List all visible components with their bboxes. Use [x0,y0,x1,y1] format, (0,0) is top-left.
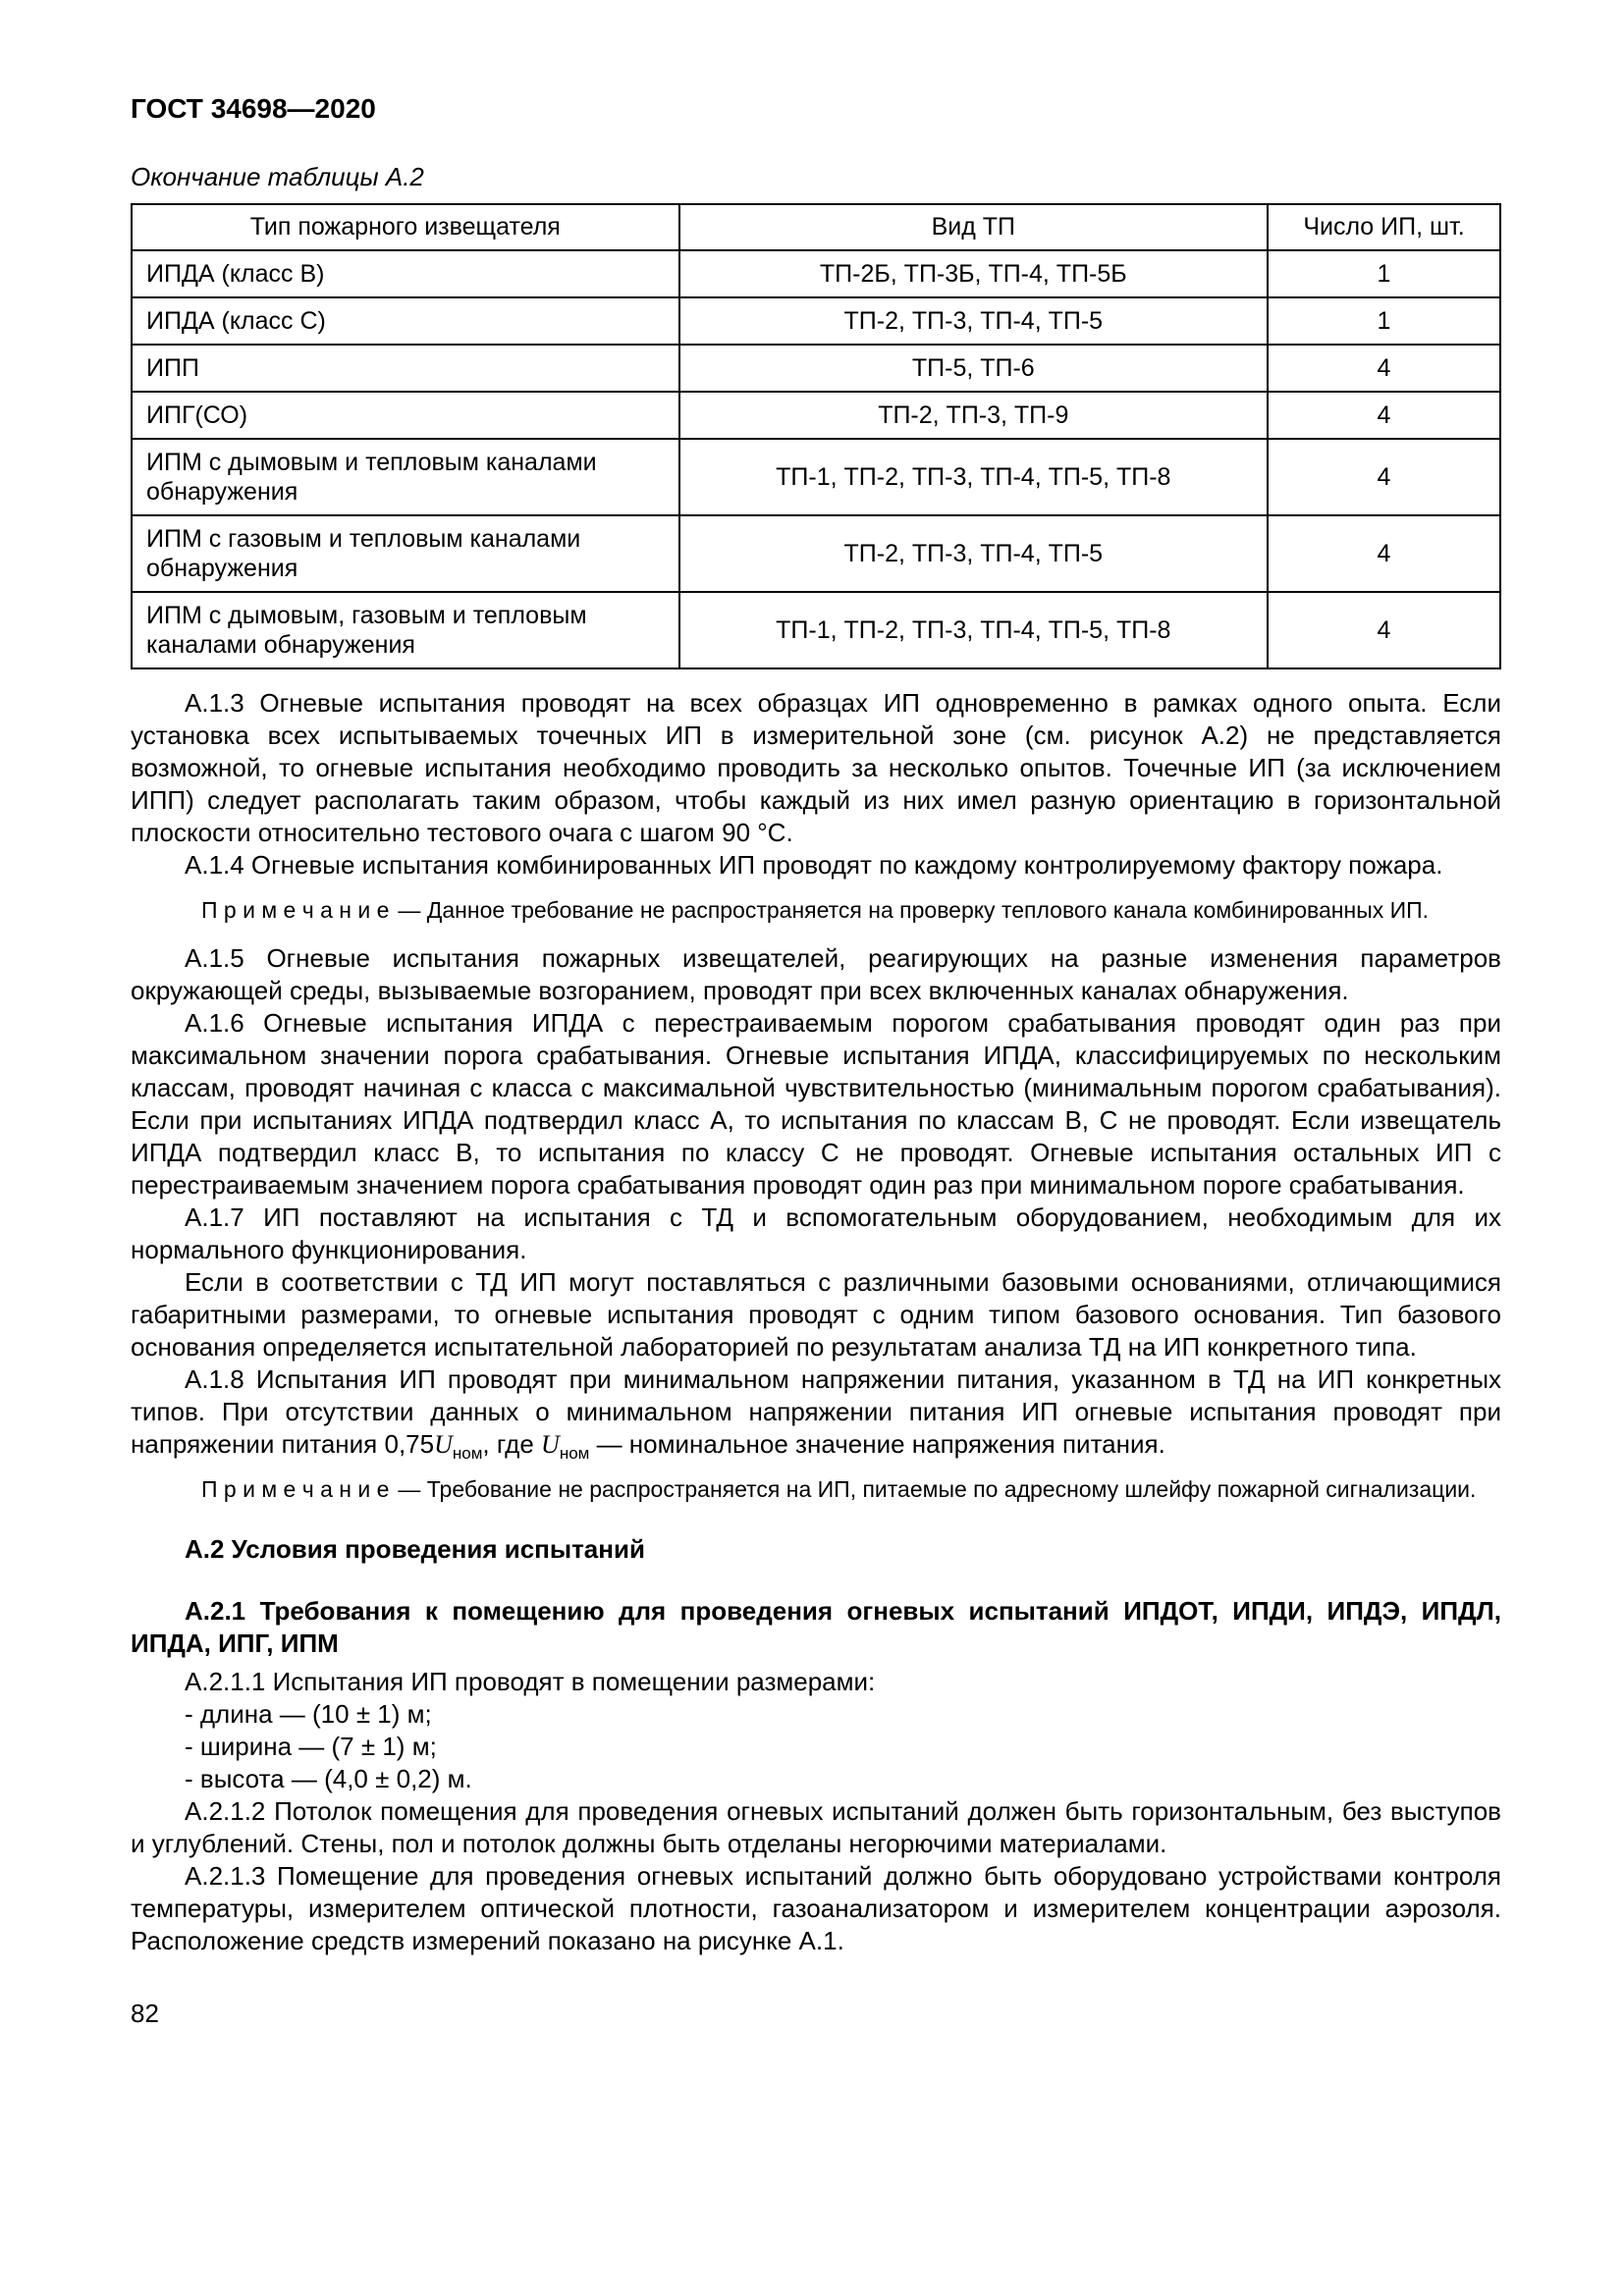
cell-ip-count: 4 [1268,439,1500,515]
cell-tp-kind: ТП-2, ТП-3, ТП-4, ТП-5 [679,297,1268,345]
cell-ip-count: 1 [1268,250,1500,297]
table-row [132,250,1500,297]
cell-ip-count: 4 [1268,515,1500,592]
paragraph-a1-4: А.1.4 Огневые испытания комбинированных ИП проводят по каждому контролируемому фактору пожара. [185,850,1443,880]
list-item-length: - длина — (10 ± 1) м; [185,1699,432,1729]
paragraph-a2-1-2: А.2.1.2 Потолок помещения для проведения огневых испытаний должен быть горизонтальным, без выступов и углублений. Стены, пол и потолок должны быть отделаны негорючими материалами. [131,1796,1501,1858]
cell-tp-kind: ТП-2Б, ТП-3Б, ТП-4, ТП-5Б [679,250,1268,297]
cell-ip-count: 4 [1268,345,1500,392]
cell-detector-type: ИПМ с газовым и тепловым каналами обнаружения [132,515,679,592]
note-label: П р и м е ч а н и е [201,1476,390,1502]
cell-detector-type: ИПП [132,345,679,392]
table-row [132,392,1500,439]
cell-detector-type: ИПМ с дымовым и тепловым каналами обнаружения [132,439,679,515]
paragraph-a1-8-text: , где [482,1429,542,1459]
table-row [132,592,1500,668]
paragraph-a1-3: А.1.3 Огневые испытания проводят на всех образцах ИП одновременно в рамках одного опыта. Если установка всех испытываемых точечных ИП в измерительной зоне (см. рисунок А.2) не представляется возможной, то огневые испытания необходимо проводить за несколько опытов. Точечные ИП (за исключением ИПП) следует располагать таким образом, чтобы каждый из них имел разную ориентацию в горизонтальной плоскости относительно тестового очага с шагом 90 °С. [131,688,1501,847]
table-row [132,297,1500,345]
detector-table [131,203,1501,669]
cell-tp-kind: ТП-2, ТП-3, ТП-9 [679,392,1268,439]
note-label: П р и м е ч а н и е [201,897,390,923]
cell-detector-type: ИПДА (класс С) [132,297,679,345]
table-row [132,515,1500,592]
paragraph-a1-5: А.1.5 Огневые испытания пожарных извещателей, реагирующих на разные изменения параметров окружающей среды, вызываемые возгоранием, проводят при всех включенных каналах обнаружения. [131,943,1501,1005]
paragraph-a1-8 [131,1363,1501,1464]
column-header-detector-type: Тип пожарного извещателя [132,204,679,250]
table-header-row [132,204,1500,250]
paragraph-a1-7: А.1.7 ИП поставляют на испытания с ТД и вспомогательным оборудованием, необходимым для их нормального функционирования. [131,1202,1501,1264]
paragraph-a1-8-text: — номинальное значение напряжения питания. [589,1429,1165,1459]
cell-tp-kind: ТП-1, ТП-2, ТП-3, ТП-4, ТП-5, ТП-8 [679,592,1268,668]
paragraph-a2-1-1: А.2.1.1 Испытания ИП проводят в помещении размерами: [185,1667,876,1696]
note-2 [131,1475,1501,1504]
table-caption: Окончание таблицы А.2 [131,162,424,191]
voltage-subscript: ном [559,1444,590,1464]
table-row [132,345,1500,392]
cell-ip-count: 4 [1268,592,1500,668]
cell-detector-type: ИПГ(СО) [132,392,679,439]
heading-a2: А.2 Условия проведения испытаний [185,1534,645,1564]
cell-ip-count: 1 [1268,297,1500,345]
column-header-tp-kind: Вид ТП [679,204,1268,250]
note-text: — Требование не распространяется на ИП, питаемые по адресному шлейфу пожарной сигнализации. [398,1476,1477,1502]
voltage-subscript: ном [452,1444,483,1464]
cell-tp-kind: ТП-1, ТП-2, ТП-3, ТП-4, ТП-5, ТП-8 [679,439,1268,515]
cell-detector-type: ИПМ с дымовым, газовым и тепловым каналами обнаружения [132,592,679,668]
table-row [132,439,1500,515]
cell-detector-type: ИПДА (класс В) [132,250,679,297]
cell-tp-kind: ТП-5, ТП-6 [679,345,1268,392]
paragraph-a1-8-text: А.1.8 Испытания ИП проводят при минимальном напряжении питания, указанном в ТД на ИП конкретных типов. При отсутствии данных о минимальном напряжении питания ИП огневые испытания проводят при напряжении питания 0,75 [131,1364,1501,1459]
note-1 [131,896,1501,925]
paragraph-a1-6: А.1.6 Огневые испытания ИПДА с перестраиваемым порогом срабатывания проводят один раз при максимальном значении порога срабатывания. Огневые испытания ИПДА, классифицируемых по нескольким классам, проводят начиная с класса с максимальной чувствительностью (минимальным порогом срабатывания). Если при испытаниях ИПДА подтвердил класс А, то испытания по классам В, С не проводят. Если извещатель ИПДА подтвердил класс В, то испытания по классу С не проводят. Огневые испытания остальных ИП с перестраиваемым значением порога срабатывания проводят один раз при минимальном пороге срабатывания. [131,1008,1501,1200]
note-text: — Данное требование не распространяется на проверку теплового канала комбинированных ИП. [398,897,1430,923]
paragraph-a2-1-3: А.2.1.3 Помещение для проведения огневых испытаний должно быть оборудовано устройствами контроля температуры, измерителем оптической плотности, газоанализатором и измерителем концентрации аэрозоля. Расположение средств измерений показано на рисунке А.1. [131,1861,1501,1955]
list-item-height: - высота — (4,0 ± 0,2) м. [185,1764,472,1793]
voltage-variable: U [541,1430,560,1459]
cell-ip-count: 4 [1268,392,1500,439]
page-number: 82 [131,1999,159,2028]
body-text [131,687,1501,1957]
voltage-variable: U [434,1430,453,1459]
cell-tp-kind: ТП-2, ТП-3, ТП-4, ТП-5 [679,515,1268,592]
column-header-ip-count: Число ИП, шт. [1268,204,1500,250]
heading-a2-1: А.2.1 Требования к помещению для проведения огневых испытаний ИПДОТ, ИПДИ, ИПДЭ, ИПДЛ, ИПДА, ИПГ, ИПМ [131,1596,1501,1658]
document-number: ГОСТ 34698—2020 [131,93,376,124]
list-item-width: - ширина — (7 ± 1) м; [185,1732,437,1761]
paragraph-a1-7-continuation: Если в соответствии с ТД ИП могут поставляться с различными базовыми основаниями, отличающимися габаритными размерами, то огневые испытания проводят с одним типом базового основания. Тип базового основания определяется испытательной лабораторией по результатам анализа ТД на ИП конкретного типа. [131,1267,1501,1362]
